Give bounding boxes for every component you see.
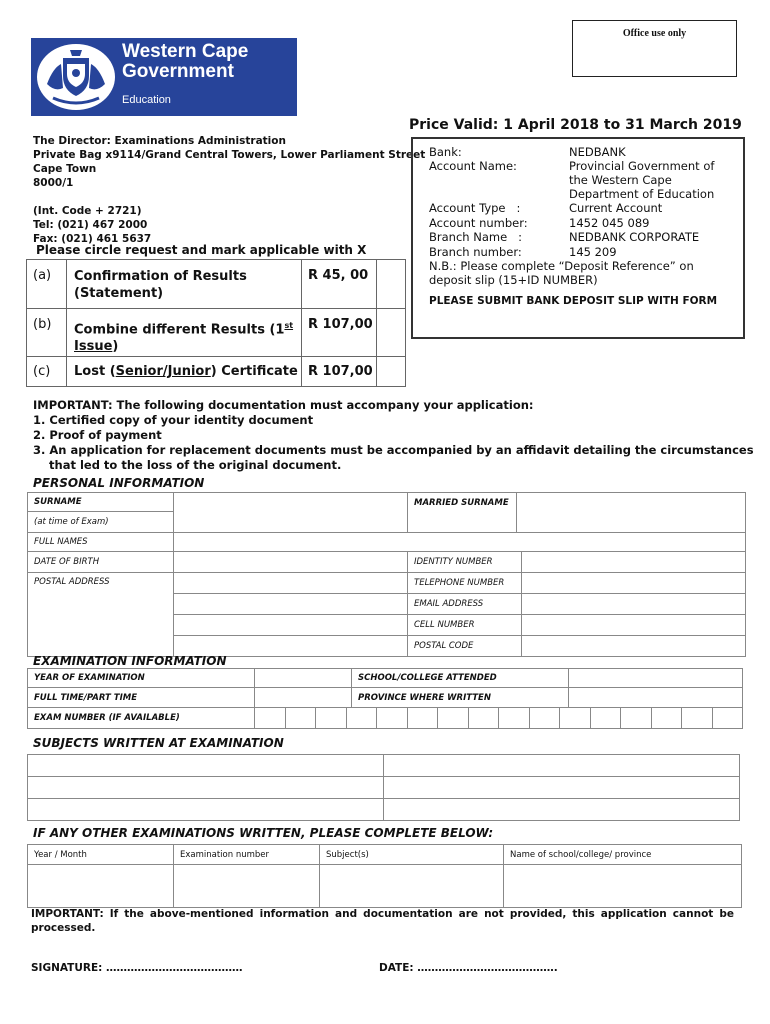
- subject-field[interactable]: [28, 755, 384, 777]
- cell-row: [408, 615, 746, 636]
- option-text: Lost (: [74, 364, 116, 379]
- option-letter: (a): [27, 260, 67, 309]
- bank-note-1: N.B.: Please complete “Deposit Reference” on: [429, 259, 694, 273]
- school-field[interactable]: [569, 669, 743, 688]
- postal-address-field[interactable]: [174, 615, 408, 636]
- exam-number-digit[interactable]: [347, 708, 378, 728]
- branch-name-label: Branch Name :: [429, 230, 522, 244]
- dob-field[interactable]: [174, 552, 408, 573]
- option-price: R 107,00: [302, 309, 377, 357]
- address-line: Tel: (021) 467 2000: [33, 219, 148, 231]
- account-type-label: Account Type :: [429, 201, 521, 215]
- exam-number-digit[interactable]: [438, 708, 469, 728]
- subject-field[interactable]: [28, 799, 384, 821]
- option-description: [67, 357, 302, 387]
- email-field[interactable]: [522, 594, 745, 614]
- option-line: Combine different Results (1: [74, 322, 285, 338]
- exam-number-digit[interactable]: [255, 708, 286, 728]
- province-label: PROVINCE WHERE WRITTEN: [352, 688, 569, 708]
- option-mark-box[interactable]: [377, 357, 406, 387]
- option-mark-box[interactable]: [377, 309, 406, 357]
- request-options-table: [26, 259, 406, 387]
- exam-number-digit[interactable]: [682, 708, 713, 728]
- telephone-label: TELEPHONE NUMBER: [408, 573, 522, 593]
- address-line: The Director: Examinations Administration: [33, 135, 286, 147]
- exam-number-digit[interactable]: [713, 708, 743, 728]
- coat-of-arms-icon: [37, 44, 115, 110]
- postal-address-field[interactable]: [174, 573, 408, 594]
- office-use-box: [572, 20, 737, 77]
- other-exams-table: [27, 844, 742, 908]
- option-superscript: st: [284, 321, 294, 330]
- subjects-title: SUBJECTS WRITTEN AT EXAMINATION: [33, 736, 284, 750]
- school-label: SCHOOL/COLLEGE ATTENDED: [352, 669, 569, 688]
- subjects-field[interactable]: [320, 865, 504, 908]
- logo-line-2: Government: [122, 61, 234, 82]
- option-line: Issue: [74, 339, 113, 355]
- subject-field[interactable]: [28, 777, 384, 799]
- married-surname-field[interactable]: [517, 493, 746, 533]
- col-exam-number: Examination number: [174, 845, 320, 865]
- branch-number-value: 145 209: [569, 245, 617, 259]
- request-option-row[interactable]: [27, 309, 406, 357]
- subject-field[interactable]: [384, 777, 740, 799]
- exam-number-digit[interactable]: [652, 708, 683, 728]
- cell-label: CELL NUMBER: [408, 615, 522, 635]
- logo-line-3: Education: [122, 94, 171, 106]
- surname-field[interactable]: [174, 493, 408, 533]
- telephone-field[interactable]: [522, 573, 745, 593]
- important-line: 2. Proof of payment: [33, 428, 162, 442]
- exam-number-digit[interactable]: [499, 708, 530, 728]
- exam-number-boxes: [255, 708, 743, 729]
- postal-code-label: POSTAL CODE: [408, 636, 522, 656]
- fulltime-field[interactable]: [255, 688, 352, 708]
- office-address: [33, 134, 425, 246]
- exam-number-digit[interactable]: [591, 708, 622, 728]
- email-row: [408, 594, 746, 615]
- exam-number-digit[interactable]: [621, 708, 652, 728]
- email-label: EMAIL ADDRESS: [408, 594, 522, 614]
- bank-label: Bank:: [429, 145, 462, 159]
- signature-line[interactable]: SIGNATURE: …………………………………: [31, 962, 243, 974]
- personal-info-title: PERSONAL INFORMATION: [33, 476, 205, 490]
- option-letter: (b): [27, 309, 67, 357]
- fulltime-label: FULL TIME/PART TIME: [28, 688, 255, 708]
- wcg-logo: [31, 38, 297, 116]
- exam-info-title: EXAMINATION INFORMATION: [33, 654, 227, 668]
- account-number-label: Account number:: [429, 216, 528, 230]
- subject-field[interactable]: [384, 755, 740, 777]
- date-line[interactable]: DATE: ………………………………….: [379, 962, 558, 974]
- col-subjects: Subject(s): [320, 845, 504, 865]
- col-school-province: Name of school/college/ province: [504, 845, 742, 865]
- important-line: IMPORTANT: The following documentation must accompany your application:: [33, 398, 534, 412]
- account-name-value-2: the Western Cape: [569, 173, 672, 187]
- exam-number-digit[interactable]: [286, 708, 317, 728]
- request-instruction: Please circle request and mark applicable with X: [36, 243, 367, 257]
- request-option-row[interactable]: [27, 260, 406, 309]
- address-line: Private Bag x9114/Grand Central Towers, Lower Parliament Street: [33, 149, 426, 161]
- full-names-field[interactable]: [174, 533, 746, 552]
- year-label: YEAR OF EXAMINATION: [28, 669, 255, 688]
- col-year-month: Year / Month: [28, 845, 174, 865]
- option-line: Confirmation of Results: [74, 269, 247, 284]
- exam-number-digit[interactable]: [560, 708, 591, 728]
- tel-row: [408, 573, 746, 594]
- option-price: R 45, 00: [302, 260, 377, 309]
- cell-field[interactable]: [522, 615, 745, 635]
- bank-details-box: [411, 137, 745, 339]
- footer-important: IMPORTANT: If the above-mentioned information and documentation are not provided, this application cannot be processed.: [31, 908, 734, 934]
- account-name-value-1: Provincial Government of: [569, 159, 715, 173]
- id-number-field[interactable]: [522, 552, 745, 572]
- address-line: Cape Town: [33, 163, 97, 175]
- option-text: Senior/Junior: [115, 364, 211, 379]
- exam-number-digit[interactable]: [408, 708, 439, 728]
- subjects-table: [27, 754, 740, 821]
- option-close-paren: ): [112, 339, 119, 355]
- at-time-label: (at time of Exam): [28, 512, 174, 533]
- exam-number-label: EXAM NUMBER (IF AVAILABLE): [28, 708, 255, 729]
- important-notice: [33, 398, 754, 473]
- exam-number-digit[interactable]: [316, 708, 347, 728]
- bank-note-2: deposit slip (15+ID NUMBER): [429, 273, 598, 287]
- address-line: (Int. Code + 2721): [33, 205, 142, 217]
- important-line: that led to the loss of the original document.: [33, 458, 342, 472]
- province-field[interactable]: [569, 688, 743, 708]
- married-surname-label: MARRIED SURNAME: [408, 493, 517, 533]
- important-line: 3. An application for replacement documents must be accompanied by an affidavit detailing the circumstances: [33, 443, 754, 457]
- school-province-field[interactable]: [504, 865, 742, 908]
- account-type-value: Current Account: [569, 201, 663, 215]
- account-name-label: Account Name:: [429, 159, 517, 173]
- logo-line-1: Western Cape: [122, 41, 249, 62]
- submit-slip-note: PLEASE SUBMIT BANK DEPOSIT SLIP WITH FORM: [429, 295, 718, 307]
- id-row: [408, 552, 746, 573]
- address-line: 8000/1: [33, 177, 74, 189]
- full-names-label: FULL NAMES: [28, 533, 174, 552]
- surname-label: SURNAME: [28, 493, 174, 512]
- price-valid-title: Price Valid: 1 April 2018 to 31 March 2019: [409, 117, 742, 133]
- request-option-row[interactable]: [27, 357, 406, 387]
- year-field[interactable]: [255, 669, 352, 688]
- exam-info-table: [27, 668, 743, 729]
- option-letter: (c): [27, 357, 67, 387]
- office-use-label: Office use only: [622, 28, 687, 39]
- dob-label: DATE OF BIRTH: [28, 552, 174, 573]
- account-number-value: 1452 045 089: [569, 216, 650, 230]
- option-description: [67, 260, 302, 309]
- postcode-row: [408, 636, 746, 657]
- other-exams-title: IF ANY OTHER EXAMINATIONS WRITTEN, PLEASE COMPLETE BELOW:: [33, 826, 494, 840]
- option-price: R 107,00: [302, 357, 377, 387]
- option-line: (Statement): [74, 286, 164, 301]
- branch-number-label: Branch number:: [429, 245, 522, 259]
- bank-value: NEDBANK: [569, 145, 626, 159]
- personal-info-table: [27, 492, 746, 657]
- exam-number-digit[interactable]: [377, 708, 408, 728]
- postal-address-field[interactable]: [174, 594, 408, 615]
- postal-code-field[interactable]: [522, 636, 745, 656]
- branch-name-value: NEDBANK CORPORATE: [569, 230, 700, 244]
- exam-number-field[interactable]: [174, 865, 320, 908]
- subject-field[interactable]: [384, 799, 740, 821]
- option-description: [67, 309, 302, 357]
- option-text: ) Certificate: [210, 364, 298, 379]
- exam-number-digit[interactable]: [469, 708, 500, 728]
- option-mark-box[interactable]: [377, 260, 406, 309]
- important-line: 1. Certified copy of your identity document: [33, 413, 314, 427]
- address-spacer: [33, 190, 425, 204]
- account-name-value-3: Department of Education: [569, 187, 715, 201]
- exam-number-digit[interactable]: [530, 708, 561, 728]
- postal-address-label: POSTAL ADDRESS: [28, 573, 174, 657]
- address-line: Fax: (021) 461 5637: [33, 233, 152, 245]
- id-number-label: IDENTITY NUMBER: [408, 552, 522, 572]
- year-month-field[interactable]: [28, 865, 174, 908]
